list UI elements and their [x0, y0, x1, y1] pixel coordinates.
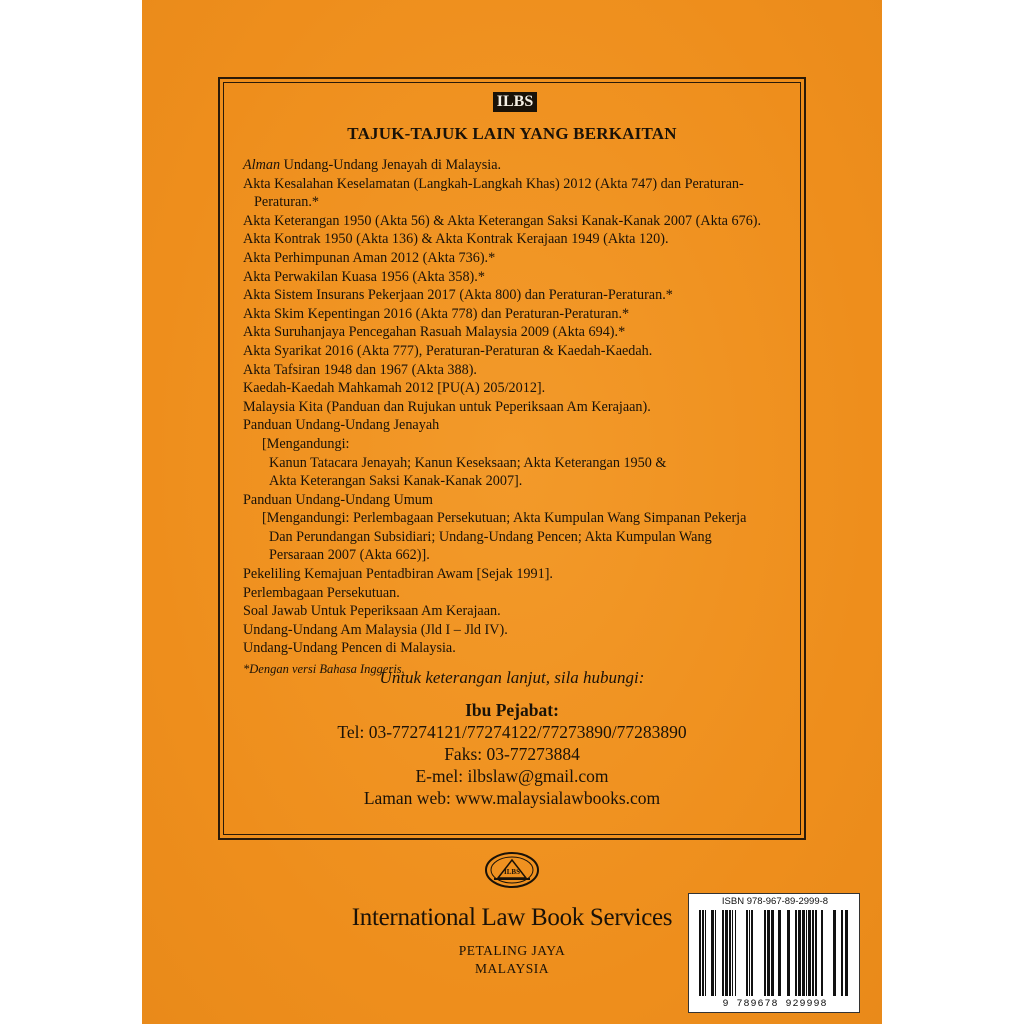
barcode-bar — [715, 910, 716, 996]
website: Laman web: www.malaysialawbooks.com — [363, 788, 661, 808]
barcode-bar — [729, 910, 731, 996]
title-text: Akta Keterangan 1950 (Akta 56) & Akta Keterangan Saksi Kanak-Kanak 2007 (Akta 676). — [243, 212, 762, 229]
title-line — [243, 639, 803, 658]
publisher-country: MALAYSIA — [474, 961, 549, 976]
title-text: Akta Syarikat 2016 (Akta 777), Peraturan-Peraturan & Kaedah-Kaedah. — [243, 342, 653, 359]
section-heading: TAJUK-TAJUK LAIN YANG BERKAITAN — [347, 124, 677, 143]
related-titles-list — [243, 156, 803, 679]
title-line — [243, 528, 803, 547]
contact-lead: Untuk keterangan lanjut, sila hubungi: — [379, 668, 645, 687]
publisher-city: PETALING JAYA — [458, 943, 566, 958]
barcode-bar — [722, 910, 724, 996]
barcode-bar — [771, 910, 774, 996]
title-text: Peraturan.* — [254, 194, 320, 211]
barcode-bar — [802, 910, 805, 996]
head-office-label: Ibu Pejabat: — [465, 700, 559, 720]
isbn-barcode — [688, 893, 860, 1013]
title-text: Perlembagaan Persekutuan. — [243, 584, 400, 601]
title-text: Soal Jawab Untuk Peperiksaan Am Kerajaan. — [243, 603, 501, 620]
barcode-bar — [746, 910, 748, 996]
barcode-bar — [764, 910, 766, 996]
barcode-bar — [812, 910, 814, 996]
title-line — [243, 416, 803, 435]
english-version-note: *Dengan versi Bahasa Inggeris. — [243, 662, 405, 677]
barcode-bar — [711, 910, 714, 996]
barcode-bar — [821, 910, 823, 996]
barcode-bar — [702, 910, 704, 996]
title-text: Akta Perwakilan Kuasa 1956 (Akta 358).* — [243, 268, 485, 285]
barcode-bar — [833, 910, 836, 996]
title-line — [243, 602, 803, 621]
title-line — [243, 546, 803, 565]
title-text: Panduan Undang-Undang Umum — [243, 491, 433, 508]
title-line — [243, 212, 803, 231]
title-line — [243, 454, 803, 473]
title-text: Malaysia Kita (Panduan dan Rujukan untuk Peperiksaan Am Kerajaan). — [243, 398, 651, 415]
title-line — [243, 230, 803, 249]
title-line — [243, 323, 803, 342]
barcode-bars — [689, 894, 861, 1014]
title-line — [243, 472, 803, 491]
title-text: Undang-Undang Jenayah di Malaysia. — [280, 157, 502, 173]
title-text: Persaraan 2007 (Akta 662)]. — [269, 547, 430, 564]
barcode-bar — [725, 910, 728, 996]
title-line — [243, 435, 803, 454]
barcode-bar — [841, 910, 843, 996]
title-text: [Mengandungi: — [262, 435, 350, 452]
title-text: Akta Kesalahan Keselamatan (Langkah-Langkah Khas) 2012 (Akta 747) dan Peraturan- — [243, 175, 744, 192]
title-line — [243, 249, 803, 268]
barcode-bar — [749, 910, 750, 996]
barcode-bar — [808, 910, 811, 996]
title-text: Undang-Undang Pencen di Malaysia. — [243, 640, 456, 657]
barcode-bar — [735, 910, 736, 996]
title-text: Undang-Undang Am Malaysia (Jld I – Jld IV). — [243, 621, 508, 638]
title-text: Akta Tafsiran 1948 dan 1967 (Akta 388). — [243, 361, 477, 378]
email: E-mel: ilbslaw@gmail.com — [415, 766, 609, 786]
barcode-bar — [732, 910, 733, 996]
title-text: Akta Perhimpunan Aman 2012 (Akta 736).* — [243, 249, 496, 266]
title-italic: Alman — [243, 157, 281, 173]
title-text: Akta Skim Kepentingan 2016 (Akta 778) dan Peraturan-Peraturan.* — [243, 305, 630, 322]
ilbs-badge: ILBS — [493, 92, 537, 112]
title-line — [243, 565, 803, 584]
svg-text:ILBS: ILBS — [504, 868, 520, 876]
title-text: Akta Sistem Insurans Pekerjaan 2017 (Akta 800) dan Peraturan-Peraturan.* — [243, 287, 673, 304]
title-line — [243, 193, 803, 212]
title-line — [243, 584, 803, 603]
title-text: Akta Suruhanjaya Pencegahan Rasuah Malaysia 2009 (Akta 694).* — [243, 324, 626, 341]
title-line — [243, 491, 803, 510]
barcode-bar — [767, 910, 770, 996]
telephone: Tel: 03-77274121/77274122/77273890/77283890 — [337, 722, 687, 742]
barcode-bar — [845, 910, 848, 996]
title-line — [243, 156, 803, 175]
title-text: Pekeliling Kemajuan Pentadbiran Awam [Sejak 1991]. — [243, 566, 553, 583]
title-text: Kaedah-Kaedah Mahkamah 2012 [PU(A) 205/2012]. — [243, 380, 546, 397]
title-text: Panduan Undang-Undang Jenayah — [243, 417, 440, 434]
barcode-bar — [705, 910, 706, 996]
title-line — [243, 342, 803, 361]
title-line — [243, 621, 803, 640]
title-line — [243, 509, 803, 528]
title-line — [243, 175, 803, 194]
barcode-bar — [751, 910, 753, 996]
title-text: Kanun Tatacara Jenayah; Kanun Keseksaan; Akta Keterangan 1950 & — [269, 454, 667, 471]
title-line — [243, 305, 803, 324]
title-text: Akta Keterangan Saksi Kanak-Kanak 2007]. — [269, 473, 523, 490]
barcode-bar — [795, 910, 797, 996]
barcode-bar — [806, 910, 807, 996]
title-line — [243, 361, 803, 380]
barcode-bar — [778, 910, 781, 996]
isbn-digits: 9 789678 929998 — [722, 999, 828, 1010]
publisher-name: International Law Book Services — [351, 904, 673, 931]
ilbs-logo-icon — [484, 850, 540, 890]
barcode-bar — [815, 910, 817, 996]
fax: Faks: 03-77273884 — [444, 744, 580, 764]
title-line — [243, 268, 803, 287]
barcode-bar — [798, 910, 801, 996]
title-line — [243, 286, 803, 305]
barcode-bar — [699, 910, 701, 996]
title-line — [243, 398, 803, 417]
title-text: [Mengandungi: Perlembagaan Persekutuan; Akta Kumpulan Wang Simpanan Pekerja — [262, 510, 747, 527]
title-text: Akta Kontrak 1950 (Akta 136) & Akta Kontrak Kerajaan 1949 (Akta 120). — [243, 231, 669, 248]
isbn-label: ISBN 978-967-89-2999-8 — [721, 896, 829, 907]
title-text: Dan Perundangan Subsidiari; Undang-Undang Pencen; Akta Kumpulan Wang — [269, 528, 712, 545]
barcode-bar — [787, 910, 790, 996]
title-line — [243, 379, 803, 398]
